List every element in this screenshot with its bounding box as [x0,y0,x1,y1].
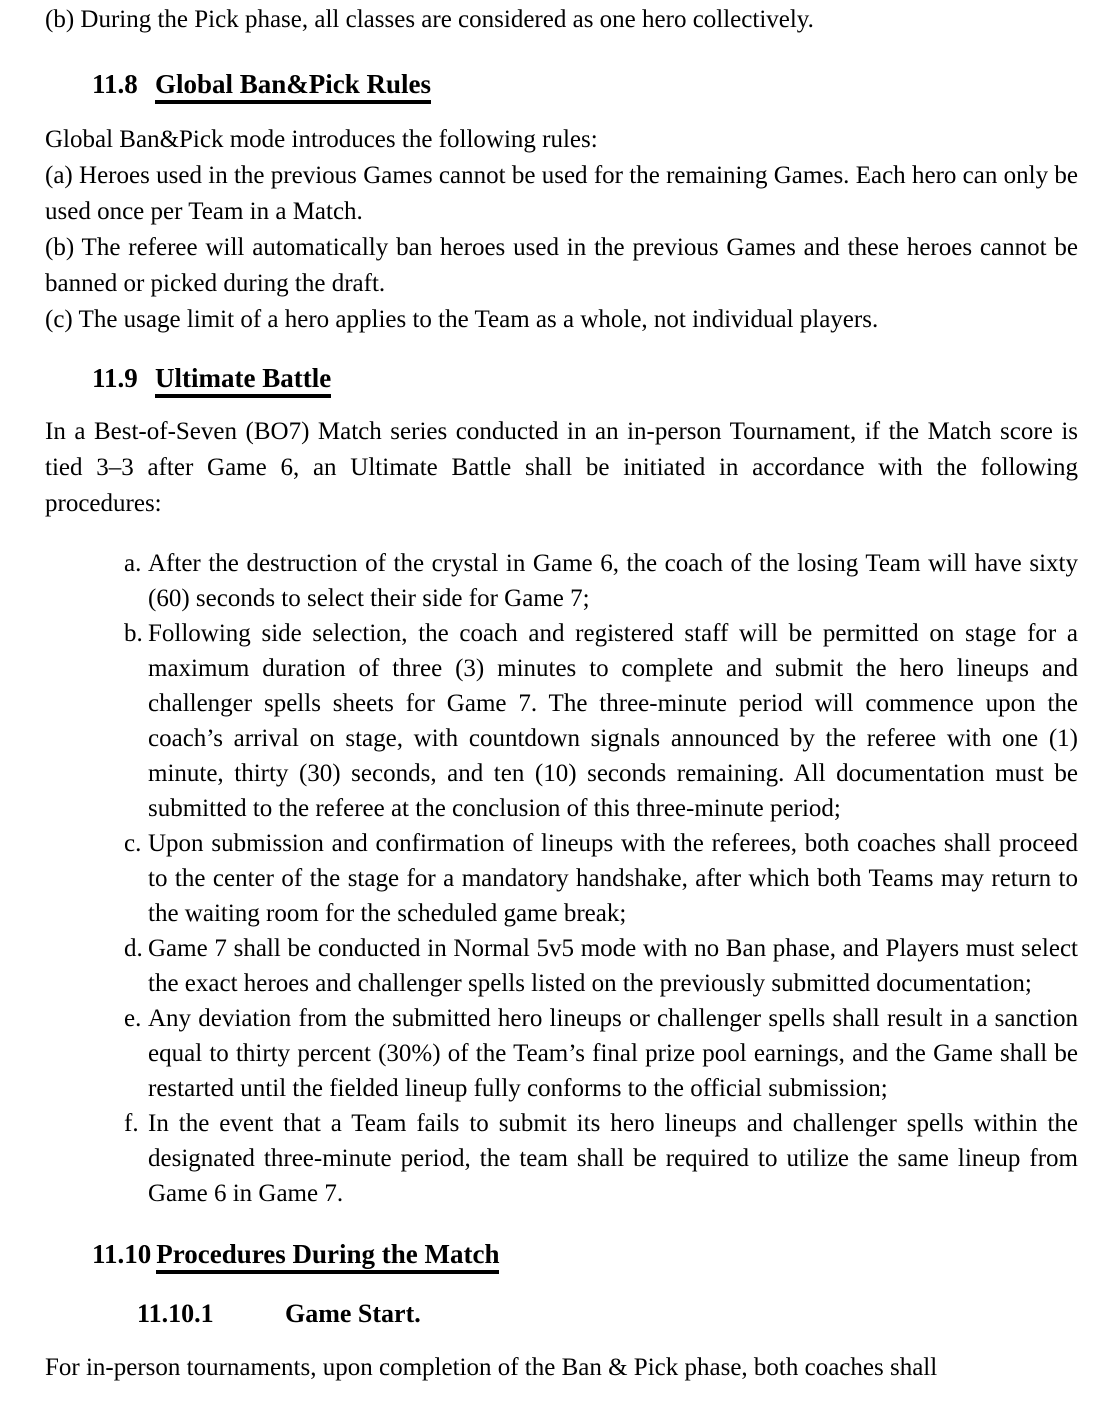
section-heading-11-8 [92,62,1120,106]
section-number: 11.9 [92,363,138,393]
section-number: 11.10 [92,1239,152,1269]
list-item-text: After the destruction of the crystal in Game 6, the coach of the losing Team will have sixty (60) seconds to select their side for Game 7; [148,550,1078,612]
list-marker: c. [124,830,142,857]
global-ban-pick-intro: Global Ban&Pick mode introduces the following rules: [45,126,598,153]
list-marker: f. [124,1110,139,1137]
list-item-text: Any deviation from the submitted hero lineups or challenger spells shall result in a sanction equal to thirty percent (30%) of the Team’s final prize pool earnings, and the Game shall be restarted until the fielded lineup fully conforms to the official submission; [148,1005,1078,1102]
section-heading-11-10 [92,1232,1120,1276]
list-item-text: Upon submission and confirmation of lineups with the referees, both coaches shall proceed to the center of the stage for a mandatory handshake, after which both Teams may return to the waiting room for the scheduled game break; [148,830,1078,927]
section-heading-11-9 [92,356,1120,400]
list-item-text: Following side selection, the coach and registered staff will be permitted on stage for a maximum duration of three (3) minutes to complete and submit the hero lineups and challenger spells sheets for Game 7. The three-minute period will commence upon the coach’s arrival on stage, with countdown signals announced by the referee with one (1) minute, thirty (30) seconds, and ten (10) seconds remaining. All documentation must be submitted to the referee at the conclusion of this three-minute period; [148,620,1078,822]
global-rule-c: (c) The usage limit of a hero applies to the Team as a whole, not individual players. [45,306,879,333]
list-item-b [124,616,1078,826]
list-item-f [124,1106,1078,1211]
global-rule-b: (b) The referee will automatically ban heroes used in the previous Games and these heroes cannot be banned or picked during the draft. [45,234,1078,297]
list-item-text: Game 7 shall be conducted in Normal 5v5 mode with no Ban phase, and Players must select the exact heroes and challenger spells listed on the previously submitted documentation; [148,935,1078,997]
list-marker: b. [124,620,143,647]
subsection-title: Game Start. [285,1299,421,1328]
section-title: Ultimate Battle [155,363,331,398]
global-rule-a: (a) Heroes used in the previous Games cannot be used for the remaining Games. Each hero can only be used once per Team in a Match. [45,162,1078,225]
section-number: 11.8 [92,69,138,99]
list-item-d [124,931,1078,1001]
list-item-c [124,826,1078,931]
list-marker: e. [124,1005,142,1032]
subsection-heading-11-10-1 [137,1294,1120,1334]
list-item-a [124,546,1078,616]
ultimate-battle-intro: In a Best-of-Seven (BO7) Match series conducted in an in-person Tournament, if the Match score is tied 3–3 after Game 6, an Ultimate Battle shall be initiated in accordance with the following procedures: [45,418,1078,517]
section-title: Global Ban&Pick Rules [155,69,431,104]
list-marker: a. [124,550,142,577]
subsection-number: 11.10.1 [137,1299,214,1328]
global-ban-pick-rules-block [0,122,1120,338]
game-start-paragraph: For in-person tournaments, upon completion of the Ban & Pick phase, both coaches shall [45,1354,938,1381]
list-marker: d. [124,935,143,962]
ultimate-battle-procedure-list [45,546,1078,1211]
pick-phase-clause-paragraph: (b) During the Pick phase, all classes are considered as one hero collectively. [45,6,814,33]
list-item-text: In the event that a Team fails to submit its hero lineups and challenger spells within the designated three-minute period, the team shall be required to utilize the same lineup from Game 6 in Game 7. [148,1110,1078,1207]
list-item-e [124,1001,1078,1106]
section-title: Procedures During the Match [156,1239,499,1274]
